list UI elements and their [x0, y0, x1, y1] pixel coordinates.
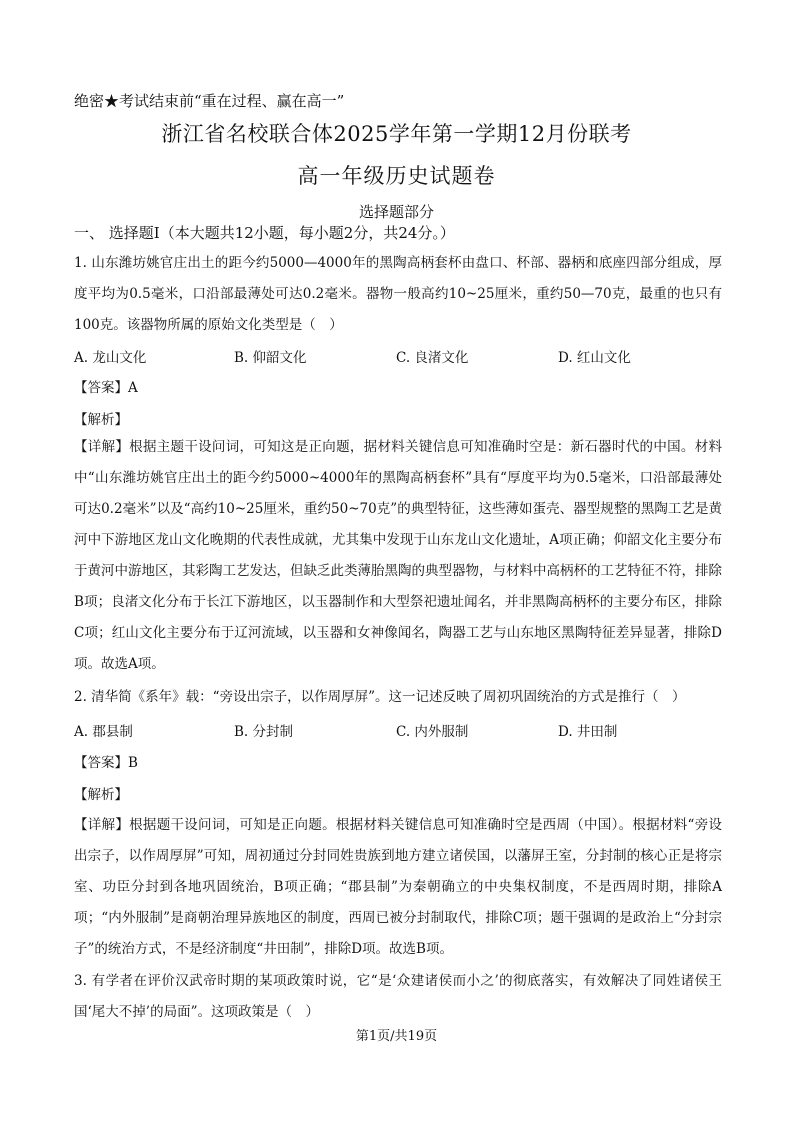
- question-2-option-b: B. 分封制: [234, 724, 294, 740]
- question-3-stem: 3. 有学者在评价汉武帝时期的某项政策时说，它“是‘众建诸侯而小之’的彻底落实，有效解决了同姓诸侯王国‘尾大不掉’的局面”。这项政策是（ ）: [74, 973, 722, 1020]
- section-heading: 一、 选择题Ⅰ（本大题共12小题，每小题2分，共24分。）: [74, 224, 455, 242]
- secret-line: 绝密★考试结束前“重在过程、赢在高一”: [74, 92, 345, 110]
- question-1-options: [74, 346, 722, 370]
- question-2-stem: 2. 清华简《系年》载：“旁设出宗子，以作周厚屏”。这一记述反映了周初巩固统治的方式是推行（ ）: [74, 689, 686, 705]
- question-1-detail: 【详解】根据主题干设问词，可知这是正向题，据材料关键信息可知准确时空是：新石器时代的中国。材料中“山东潍坊姚官庄出土的距今约5000~4000年的黑陶高柄套杯”具有“厚度平均为0.5毫米，口沿部最薄处可达0.2毫米”以及“高约10~25厘米，重约50~70克”的典型特征，这些薄如蛋壳、器型规整的黑陶工艺是黄河中下游地区龙山文化晚期的代表性成就，尤其集中发现于山东龙山文化遗址，A项正确；仰韶文化主要分布于黄河中游地区，其彩陶工艺发达，但缺乏此类薄胎黑陶的典型器物，与材料中高柄杯的工艺特征不符，排除B项；良渚文化分布于长江下游地区，以玉器制作和大型祭祀遗址闻名，并非黑陶高柄杯的主要分布区，排除C项；红山文化主要分布于辽河流域，以玉器和女神像闻名，陶器工艺与山东地区黑陶特征差异显著，排除D项。故选A项。: [74, 439, 722, 672]
- question-1-stem: 1. 山东潍坊姚官庄出土的距今约5000—4000年的黑陶高柄套杯由盘口、杯部、器柄和底座四部分组成，厚度平均为0.5毫米，口沿部最薄处可达0.2毫米。器物一般高约10~25厘米，重约50—70克，最重的也只有100克。该器物所属的原始文化类型是（ ）: [74, 255, 722, 333]
- question-2-answer: 【答案】B: [74, 755, 138, 771]
- question-1-analysis-label: 【解析】: [74, 412, 128, 428]
- part-heading: 选择题部分: [358, 203, 434, 221]
- question-1-option-b: B. 仰韶文化: [234, 350, 307, 366]
- question-2-option-c: C. 内外服制: [396, 724, 469, 740]
- exam-title: 浙江省名校联合体2025学年第一学期12月份联考: [161, 122, 632, 146]
- question-1-answer: 【答案】A: [74, 380, 138, 396]
- question-2-option-a: A. 郡县制: [74, 724, 133, 740]
- question-1-option-c: C. 良渚文化: [396, 350, 469, 366]
- question-2-options: [74, 720, 722, 744]
- exam-subtitle: 高一年级历史试题卷: [297, 164, 496, 188]
- question-2-detail: 【详解】根据题干设问词，可知是正向题。根据材料关键信息可知准确时空是西周（中国）。根据材料“旁设出宗子，以作周厚屏”可知，周初通过分封同姓贵族到地方建立诸侯国，以藩屏王室，分封制的核心正是将宗室、功臣分封到各地巩固统治，B项正确；“郡县制”为秦朝确立的中央集权制度，不是西周时期，排除A项；“内外服制”是商朝治理异族地区的制度，西周已被分封制取代，排除C项；题干强调的是政治上“分封宗子”的统治方式，不是经济制度“井田制”，排除D项。故选B项。: [74, 817, 722, 957]
- question-1-option-a: A. 龙山文化: [74, 350, 147, 366]
- page-number: 第1页/共19页: [355, 1029, 438, 1044]
- question-2-analysis-label: 【解析】: [74, 787, 128, 803]
- question-1-option-d: D. 红山文化: [558, 350, 631, 366]
- question-2-option-d: D. 井田制: [558, 724, 618, 740]
